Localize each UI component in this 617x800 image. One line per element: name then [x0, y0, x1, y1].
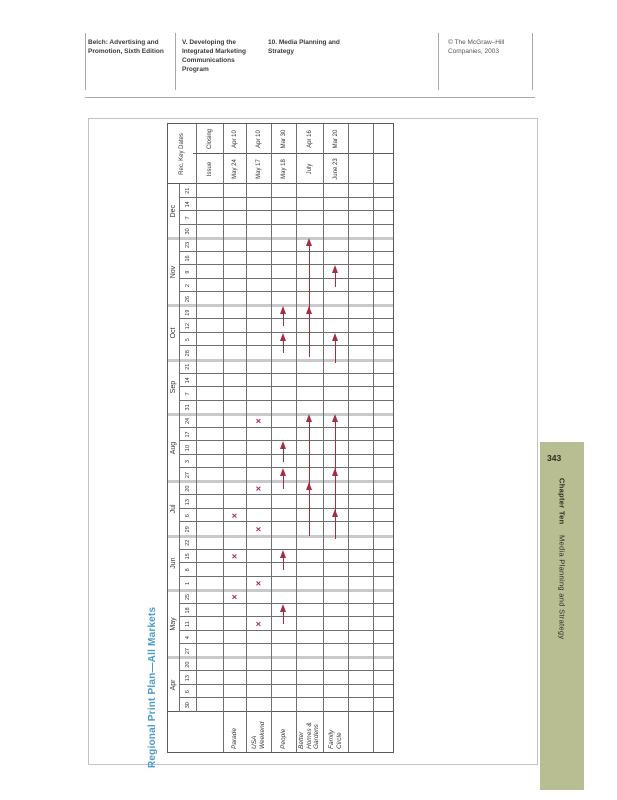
week-gridline — [179, 291, 393, 292]
month-divider — [168, 413, 393, 416]
week-gridline — [179, 440, 393, 441]
week-label: 27 — [184, 648, 191, 655]
page-number: 343 — [547, 453, 562, 463]
week-label: 24 — [184, 417, 191, 424]
week-gridline — [179, 630, 393, 631]
week-gridline — [179, 386, 393, 387]
week-label: 16 — [184, 255, 191, 262]
arrowhead-icon — [280, 306, 286, 314]
issue-value: May 24 — [231, 159, 238, 179]
week-label: 21 — [184, 187, 191, 194]
row-divider — [373, 124, 374, 752]
week-gridline — [179, 697, 393, 698]
arrowhead-icon — [280, 333, 286, 341]
arrowhead-icon — [306, 238, 312, 246]
media-plan-table — [167, 123, 394, 753]
chapter-tab — [540, 442, 584, 790]
closing-value: Mar 20 — [332, 129, 339, 149]
schedule-arrow — [309, 418, 311, 536]
arrowhead-icon — [280, 604, 286, 612]
week-gridline — [179, 278, 393, 279]
schedule-arrow — [309, 242, 311, 357]
header-book-title: Belch: Advertising and Promotion, Sixth Edition — [88, 39, 164, 55]
header-rule — [85, 97, 535, 98]
arrowhead-icon — [306, 482, 312, 490]
week-gridline — [179, 210, 393, 211]
chapter-tab-title: Media Planning and Strategy — [557, 534, 567, 639]
week-gridline — [179, 508, 393, 509]
x-mark: × — [253, 580, 264, 587]
week-label: 14 — [184, 377, 191, 384]
week-label: 15 — [184, 553, 191, 560]
week-label: 10 — [184, 444, 191, 452]
row-divider — [323, 124, 324, 752]
week-gridline — [179, 643, 393, 644]
week-label: 13 — [184, 675, 191, 682]
issue-value: May 18 — [280, 159, 287, 179]
week-label: 9 — [184, 270, 191, 274]
arrowhead-icon — [306, 306, 312, 314]
week-gridline — [179, 670, 393, 671]
arrowhead-icon — [280, 441, 286, 449]
arrowhead-icon — [280, 550, 286, 558]
x-mark: × — [253, 526, 264, 532]
week-gridline — [179, 345, 393, 346]
row-divider — [223, 124, 224, 752]
week-label: 4 — [184, 636, 191, 640]
week-label: 14 — [184, 201, 191, 208]
row-divider — [348, 124, 349, 752]
month-week-divider — [179, 184, 180, 712]
pub-label: Better Homes & Gardens — [298, 722, 321, 749]
week-gridline — [179, 427, 393, 428]
month-label: Nov — [170, 265, 177, 279]
issue-column-label: Issue — [206, 161, 213, 177]
header-divider — [175, 33, 176, 90]
week-gridline — [179, 251, 393, 252]
header-divider — [438, 33, 439, 90]
week-label: 28 — [184, 350, 191, 357]
month-label: Aug — [170, 441, 177, 455]
week-label: 13 — [184, 499, 191, 506]
header-body-divider — [196, 124, 197, 712]
month-divider — [168, 589, 393, 592]
arrowhead-icon — [332, 509, 338, 517]
chapter-label: Chapter Ten — [557, 478, 567, 525]
week-label: 20 — [184, 661, 191, 668]
week-label: 6 — [184, 690, 191, 694]
x-mark: × — [229, 553, 240, 559]
media-plan-figure — [147, 118, 392, 768]
week-label: 22 — [184, 539, 191, 546]
week-label: 27 — [184, 472, 191, 479]
closing-column-label: Closing — [206, 129, 213, 150]
pub-label: USA Weekend — [251, 721, 266, 749]
x-mark: × — [253, 621, 264, 627]
week-gridline — [179, 400, 393, 401]
week-label: 18 — [184, 607, 191, 614]
week-gridline — [179, 562, 393, 563]
week-gridline — [179, 454, 393, 455]
arrowhead-icon — [306, 414, 312, 422]
header-chapter-title: 10. Media Planning and Strategy — [268, 39, 340, 55]
x-mark: × — [229, 594, 240, 600]
week-gridline — [179, 521, 393, 522]
pub-label: Family Circle — [328, 729, 343, 749]
x-mark: × — [229, 513, 240, 519]
row-divider — [296, 124, 297, 752]
closing-value: Apr 10 — [255, 130, 262, 148]
pub-label: Parade — [230, 728, 238, 749]
month-label: Dec — [170, 204, 177, 218]
header-copyright: © The McGraw–Hill Companies, 2003 — [448, 39, 505, 55]
week-label: 8 — [184, 568, 191, 572]
month-divider — [168, 237, 393, 240]
week-label: 26 — [184, 296, 191, 303]
arrowhead-icon — [280, 468, 286, 476]
week-label: 30 — [184, 702, 191, 709]
week-label: 3 — [184, 460, 191, 464]
schedule-arrow — [335, 418, 337, 539]
figure-title: Regional Print Plan—All Markets — [147, 606, 158, 768]
week-gridline — [179, 318, 393, 319]
header-part-title: V. Developing the Integrated Marketing Communications Program — [182, 39, 246, 73]
week-gridline — [179, 549, 393, 550]
week-gridline — [179, 264, 393, 265]
week-label: 12 — [184, 323, 191, 330]
month-divider — [168, 480, 393, 483]
issue-value: June 23 — [332, 158, 339, 180]
week-label: 30 — [184, 228, 191, 235]
month-label: Sep — [170, 380, 177, 394]
week-gridline — [179, 616, 393, 617]
header-divider — [532, 33, 533, 90]
week-gridline — [179, 576, 393, 577]
closing-value: Mar 30 — [280, 129, 287, 149]
week-label: 21 — [184, 363, 191, 370]
week-label: 25 — [184, 593, 191, 600]
month-label: Jun — [170, 557, 177, 569]
week-label: 23 — [184, 241, 191, 249]
week-label: 19 — [184, 309, 191, 316]
month-divider — [168, 359, 393, 362]
x-mark: × — [253, 418, 264, 424]
week-gridline — [179, 373, 393, 374]
issue-value: July — [306, 163, 313, 175]
week-label: 6 — [184, 514, 191, 518]
week-label: 31 — [184, 404, 191, 411]
week-gridline — [179, 494, 393, 495]
month-label: May — [170, 617, 177, 631]
month-label: Jul — [170, 504, 177, 514]
closing-value: Apr 10 — [231, 130, 238, 148]
week-gridline — [179, 332, 393, 333]
week-label: 20 — [184, 485, 191, 492]
chapter-tab-text — [558, 478, 567, 639]
rec-key-dates-label: Rec. Key Dates — [179, 133, 185, 175]
arrowhead-icon — [332, 333, 338, 341]
month-divider — [168, 656, 393, 659]
row-divider — [271, 124, 272, 752]
week-label: 11 — [184, 621, 191, 627]
week-label: 2 — [184, 284, 191, 288]
month-label: Apr — [170, 679, 177, 691]
arrowhead-icon — [332, 468, 338, 476]
arrowhead-icon — [332, 265, 338, 273]
closing-value: Apr 16 — [306, 130, 313, 148]
arrowhead-icon — [332, 414, 338, 422]
week-gridline — [179, 197, 393, 198]
month-label: Oct — [170, 327, 177, 339]
month-divider — [168, 535, 393, 538]
week-label: 1 — [184, 581, 191, 585]
header-divider — [85, 33, 86, 90]
row-divider — [246, 124, 247, 752]
week-gridline — [179, 224, 393, 225]
week-gridline — [179, 467, 393, 468]
week-label: 5 — [184, 338, 191, 342]
week-label: 17 — [184, 431, 191, 438]
week-gridline — [179, 684, 393, 685]
week-label: 7 — [184, 392, 191, 396]
week-label: 29 — [184, 526, 191, 533]
week-label: 7 — [184, 216, 191, 220]
x-mark: × — [253, 485, 264, 492]
week-gridline — [179, 603, 393, 604]
issue-value: May 17 — [255, 159, 262, 179]
pub-label: People — [279, 728, 287, 749]
